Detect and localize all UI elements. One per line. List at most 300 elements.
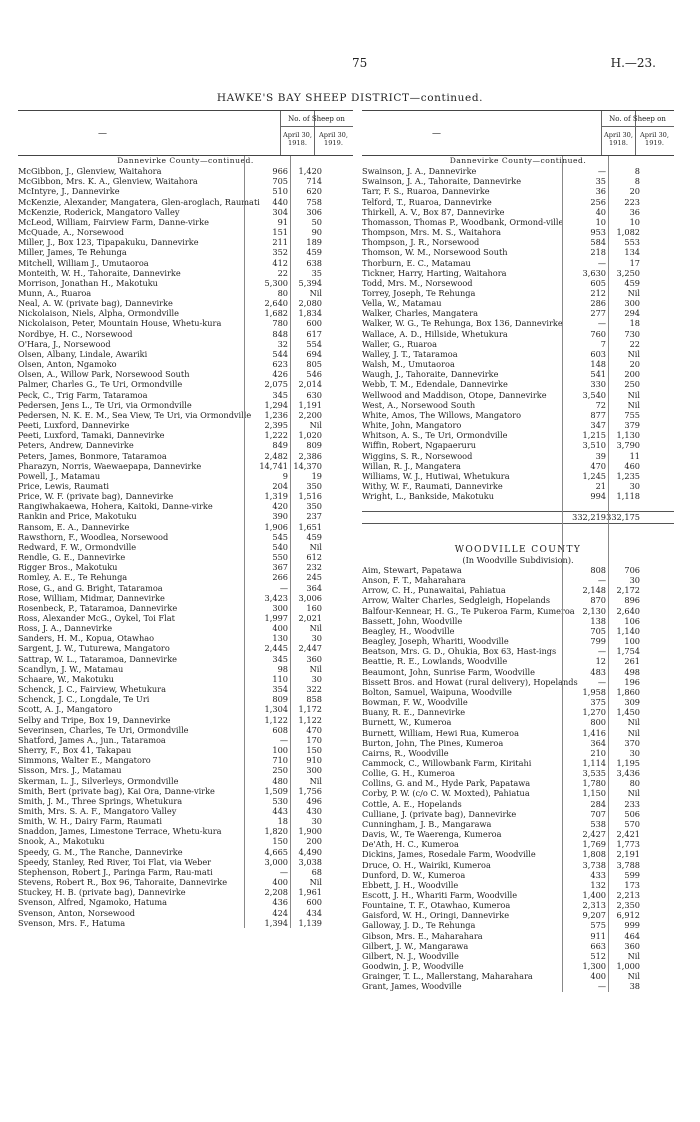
- owner-row: [18, 654, 353, 664]
- owner-row: [362, 318, 674, 328]
- sheep-1919: 460: [624, 460, 640, 471]
- sheep-1919: 3,250: [616, 267, 640, 278]
- owner-row: [18, 583, 353, 593]
- sheep-1919: 1,140: [616, 625, 640, 636]
- owner-name: White, John, Mangatoro: [362, 420, 462, 431]
- sheep-1919: 459: [624, 277, 640, 288]
- sheep-1918: 3,423: [264, 592, 288, 603]
- owner-row: [18, 603, 353, 613]
- owner-row: [18, 674, 353, 684]
- sheep-1918: 2,130: [582, 605, 606, 616]
- sheep-1919: 498: [624, 666, 640, 677]
- owner-row: [362, 961, 674, 971]
- sheep-1919: Nil: [309, 623, 322, 634]
- sheep-1918: 510: [272, 186, 288, 197]
- owner-row: [18, 186, 353, 196]
- owner-name: Schenck, J. C., Longdale, Te Uri: [18, 694, 150, 705]
- owner-name: Wiffin, Robert, Ngapaeruru: [362, 440, 477, 451]
- owner-row: [362, 166, 674, 176]
- owner-name: Swainson, J. A., Dannevirke: [362, 166, 477, 177]
- sheep-1918: 545: [272, 531, 288, 542]
- sheep-1919: 30: [629, 480, 640, 491]
- owner-name: Bowman, F. W., Woodville: [362, 697, 468, 708]
- owner-name: Olsen, A., Willow Park, Norsewood South: [18, 369, 190, 380]
- sheep-1918: 212: [590, 288, 606, 299]
- owner-name: Schenck, J. C., Fairview, Whetukura: [18, 684, 166, 695]
- owner-name: Thirkell, A. V., Box 87, Dannevirke: [362, 206, 505, 217]
- owner-name: Anson, F. T., Maharahara: [362, 575, 466, 586]
- owner-row: [18, 390, 353, 400]
- sheep-1919: 706: [624, 565, 640, 575]
- owner-row: [18, 725, 353, 735]
- owner-row: [362, 197, 674, 207]
- owner-name: Snook, A., Makotuku: [18, 836, 105, 847]
- owner-row: [18, 918, 353, 928]
- owner-name: Nickolaison, Niels, Alpha, Ormondville: [18, 308, 179, 319]
- owner-row: [18, 786, 353, 796]
- owner-name: Miller, James, Te Rehunga: [18, 247, 127, 258]
- owner-name: McLeod, William, Fairview Farm, Danne-virke: [18, 216, 209, 227]
- sheep-1919: 90: [311, 227, 322, 238]
- owner-row: [18, 562, 353, 572]
- sheep-1918: 953: [590, 227, 606, 238]
- owner-row: [362, 809, 674, 819]
- owner-row: [18, 369, 353, 379]
- sheep-1918: 1,820: [264, 826, 288, 837]
- owner-name: Corby, P. W. (c/o C. W. Moxted), Pahiatua: [362, 788, 530, 799]
- owner-name: Galloway, J. D., Te Rehunga: [362, 920, 476, 931]
- owner-name: Peeti, Luxford, Dannevirke: [18, 420, 130, 431]
- owner-name: Druce, O. H., Wairiki, Kumeroa: [362, 859, 491, 870]
- owner-row: [18, 440, 353, 450]
- sheep-1918: 707: [590, 808, 606, 819]
- owner-name: Cammock, C., Willowbank Farm, Kiritahi: [362, 757, 532, 768]
- owner-row: [362, 339, 674, 349]
- sheep-1918: 710: [272, 755, 288, 766]
- sheep-1918: 400: [590, 971, 606, 982]
- sheep-1919: 237: [306, 511, 322, 522]
- sheep-1919: 2,200: [298, 409, 322, 420]
- sheep-1918: 544: [272, 348, 288, 359]
- sheep-1919: 1,139: [298, 917, 322, 928]
- owner-row: [362, 860, 674, 870]
- owner-name: Dickins, James, Rosedale Farm, Woodville: [362, 849, 536, 860]
- owner-name: Pharazyn, Norris, Waewaepapa, Dannevirke: [18, 460, 202, 471]
- owner-name: Telford, T., Ruaroa, Dannevirke: [362, 196, 492, 207]
- owner-row: [362, 237, 674, 247]
- sheep-1918: 36: [595, 186, 606, 197]
- year-1919-header: April 30, 1919.: [319, 131, 348, 147]
- sheep-1919: 1,860: [616, 686, 640, 697]
- sheep-1919: 232: [306, 562, 322, 573]
- owner-row: [362, 268, 674, 278]
- owner-name: Sanders, H. M., Kopua, Otawhao: [18, 633, 155, 644]
- sheep-1919: 22: [629, 338, 640, 349]
- sheep-1918: 2,208: [264, 887, 288, 898]
- sheep-1918: 808: [590, 565, 606, 575]
- owner-name: Burnett, W., Kumeroa: [362, 717, 452, 728]
- sheep-1918: 132: [590, 879, 606, 890]
- owner-row: [18, 318, 353, 328]
- owner-row: [18, 217, 353, 227]
- owner-name: Escott, J. H., Whariti Farm, Woodville: [362, 890, 518, 900]
- sheep-1919: 173: [624, 879, 640, 890]
- owner-row: [18, 400, 353, 410]
- owner-name: Tickner, Harry, Harting, Waitahora: [362, 267, 507, 278]
- owner-row: [18, 339, 353, 349]
- sheep-1919: 617: [306, 328, 322, 339]
- owner-name: Bolton, Samuel, Waipuna, Woodville: [362, 686, 512, 697]
- owner-name: Walley, J. T., Tataramoa: [362, 348, 458, 359]
- sheep-1918: 3,630: [582, 267, 606, 278]
- sheep-1918: 538: [590, 818, 606, 829]
- sheep-1918: 584: [590, 237, 606, 248]
- owner-name: McGibbon, J., Glenview, Waitahora: [18, 166, 162, 177]
- owner-row: [362, 329, 674, 339]
- sheep-1918: 80: [277, 288, 288, 299]
- sheep-1919: 5,394: [298, 277, 322, 288]
- sheep-1919: 2,021: [298, 613, 322, 624]
- sheep-1918: 138: [590, 615, 606, 626]
- sheep-1919: 4,490: [298, 846, 322, 857]
- owner-row: [18, 379, 353, 389]
- sheep-1919: 18: [629, 318, 640, 329]
- sheep-1918: 256: [590, 196, 606, 207]
- owner-name: Smith, Mrs. S. A. F., Mangatoro Valley: [18, 805, 177, 816]
- sheep-1919: 999: [624, 920, 640, 931]
- page-header: [0, 56, 700, 72]
- owner-row: [362, 258, 674, 268]
- owner-name: Selby and Tripe, Box 19, Dannevirke: [18, 714, 171, 725]
- sheep-1918: 10: [595, 216, 606, 227]
- sheep-1918: 800: [590, 717, 606, 728]
- sheep-1919: Nil: [627, 717, 640, 728]
- owner-name: Rose, G., and G. Bright, Tataramoa: [18, 582, 163, 593]
- county-heading: Dannevirke County—continued.: [117, 156, 254, 165]
- sheep-1918: 110: [272, 673, 288, 684]
- owner-name: Cottle, A. E., Hopelands: [362, 798, 462, 809]
- sheep-1918: —: [597, 257, 606, 268]
- owner-name: Wellwood and Maddison, Otope, Dannevirke: [362, 389, 547, 400]
- right-rows: [362, 156, 674, 992]
- sheep-1918: 966: [272, 166, 288, 177]
- sheep-1919: 350: [306, 480, 322, 491]
- sheep-1919: 8: [634, 176, 640, 187]
- owner-name: West, A., Norsewood South: [362, 399, 476, 410]
- sheep-1918: 623: [272, 359, 288, 370]
- sheep-1918: 1,997: [264, 613, 288, 624]
- sheep-1918: 1,394: [264, 917, 288, 928]
- owner-row: [362, 606, 674, 616]
- owner-row: [362, 799, 674, 809]
- owner-row: [362, 870, 674, 880]
- owner-name: Stuckey, H. B. (private bag), Dannevirke: [18, 887, 186, 898]
- sheep-1918: 148: [590, 359, 606, 370]
- sheep-1919: 360: [624, 940, 640, 951]
- owner-name: Withy, W. F., Raumati, Dannevirke: [362, 480, 503, 491]
- owner-row: [18, 643, 353, 653]
- sheep-1918: 480: [272, 775, 288, 786]
- owner-name: Wright, L., Bankside, Makotuku: [362, 491, 495, 502]
- page-title: HAWKE'S BAY SHEEP DISTRICT—continued.: [216, 92, 484, 104]
- owner-row: [362, 728, 674, 738]
- owner-row: [18, 816, 353, 826]
- subdivision-label: (In Woodville Subdivision).: [462, 554, 574, 565]
- sheep-1919: 11: [629, 450, 640, 461]
- owner-row: [362, 626, 674, 636]
- sheep-1918: 2,313: [582, 900, 606, 911]
- owner-row: [362, 687, 674, 697]
- owner-row: [18, 451, 353, 461]
- sheep-1919: 300: [306, 765, 322, 776]
- sheep-1918: 663: [590, 940, 606, 951]
- sheep-1918: 286: [590, 298, 606, 309]
- name-column-header: —: [432, 129, 441, 139]
- sheep-1919: 730: [624, 328, 640, 339]
- owner-name: Rigger Bros., Makotuku: [18, 562, 118, 573]
- owner-name: Severinsen, Charles, Te Uri, Ormondville: [18, 724, 189, 735]
- sheep-1919: 14,370: [293, 460, 322, 471]
- owner-name: Whitson, A. S., Te Uri, Ormondville: [362, 430, 508, 441]
- sheep-1919: 294: [624, 308, 640, 319]
- sheep-1918: 809: [272, 694, 288, 705]
- year-1918-header: April 30, 1918.: [283, 131, 312, 147]
- sheep-1919: 160: [306, 602, 322, 613]
- sheep-1918: 9: [282, 470, 288, 481]
- sheep-1918: 352: [272, 247, 288, 258]
- owner-name: McQuade, A., Norsewood: [18, 227, 125, 238]
- owner-row: [18, 278, 353, 288]
- owner-name: Walsh, M., Umutaoroa: [362, 359, 455, 370]
- sheep-1918: 39: [595, 450, 606, 461]
- owner-name: Gilbert, J. W., Mangarawa: [362, 940, 469, 951]
- sheep-1918: 151: [272, 227, 288, 238]
- sheep-1919: Nil: [627, 389, 640, 400]
- owner-row: [18, 532, 353, 542]
- owner-name: Miller, J., Box 123, Tipapakuku, Dannevirke: [18, 237, 199, 248]
- owner-name: Wiggins, S. R., Norsewood: [362, 450, 473, 461]
- sheep-1919: 1,195: [616, 757, 640, 768]
- sheep-1919: 170: [306, 734, 322, 745]
- sheep-1918: 354: [272, 684, 288, 695]
- sheep-1919: 2,172: [616, 585, 640, 596]
- sheep-1918: 436: [272, 897, 288, 908]
- sheep-1919: 370: [624, 737, 640, 748]
- owner-row: [18, 511, 353, 521]
- sheep-1919: Nil: [309, 877, 322, 888]
- sheep-1918: 1,682: [264, 308, 288, 319]
- owner-name: Ransom, E. A., Dannevirke: [18, 521, 130, 532]
- owner-row: [362, 451, 674, 461]
- column-rule: [290, 156, 291, 928]
- owner-name: Thorburn, E. C., Matamau: [362, 257, 471, 268]
- owner-row: [18, 491, 353, 501]
- sheep-1919: Nil: [627, 288, 640, 299]
- sheep-1918: —: [597, 981, 606, 992]
- owner-name: Shatford, James A., jun., Tataramoa: [18, 734, 166, 745]
- sheep-1919: 809: [306, 440, 322, 451]
- owner-row: [362, 420, 674, 430]
- owner-row: [18, 735, 353, 745]
- sheep-1918: 22: [277, 267, 288, 278]
- owner-name: Aim, Stewart, Papatawa: [362, 565, 462, 575]
- sheep-1918: 1,236: [264, 409, 288, 420]
- owner-row: [18, 908, 353, 918]
- owner-row: [18, 877, 353, 887]
- owner-name: Walker, W. G., Te Rehunga, Box 136, Dannevirke: [362, 318, 563, 329]
- owner-row: [362, 481, 674, 491]
- owner-name: Beatson, Mrs. G. D., Ohukia, Box 63, Hast-ings: [362, 646, 557, 657]
- owner-name: Gilbert, N. J., Woodville: [362, 950, 459, 961]
- owner-name: Collins, G. and M., Hyde Park, Papatawa: [362, 778, 531, 789]
- owner-name: Redward, F. W., Ormondville: [18, 541, 137, 552]
- sheep-1919: 3,006: [298, 592, 322, 603]
- sheep-1919: 200: [624, 369, 640, 380]
- owner-name: Peeti, Luxford, Tamaki, Dannevirke: [18, 430, 165, 441]
- sheep-1918: 799: [590, 636, 606, 647]
- owner-row: [18, 887, 353, 897]
- owner-row: [362, 186, 674, 196]
- owner-name: Tarr, F. S., Ruaroa, Dannevirke: [362, 186, 490, 197]
- owner-row: [18, 430, 353, 440]
- owner-row: [18, 166, 353, 176]
- sheep-1919: 2,421: [616, 829, 640, 840]
- sheep-1919: 306: [306, 206, 322, 217]
- left-column-header: [18, 110, 353, 156]
- owner-row: [18, 247, 353, 257]
- owner-name: Stephenson, Robert J., Paringa Farm, Rau-mati: [18, 866, 213, 877]
- sheep-1919: 1,000: [616, 961, 640, 972]
- owner-row: [362, 971, 674, 981]
- sheep-1918: 512: [590, 950, 606, 961]
- year-1918-header: April 30, 1918.: [604, 131, 633, 147]
- right-column-header: [362, 110, 674, 156]
- owner-row: [18, 664, 353, 674]
- sheep-1919: 250: [624, 379, 640, 390]
- owner-row: [362, 440, 674, 450]
- sheep-1918: 3,540: [582, 389, 606, 400]
- left-rows: [18, 156, 353, 928]
- owner-row: [18, 694, 353, 704]
- owner-name: Sisson, Mrs. J., Matamau: [18, 765, 122, 776]
- owner-name: Olsen, Anton, Ngamoko: [18, 359, 117, 370]
- owner-name: Morrison, Jonathan H., Makotuku: [18, 277, 158, 288]
- owner-row: [362, 288, 674, 298]
- sheep-1919: 694: [306, 348, 322, 359]
- sheep-1919: 714: [306, 176, 322, 187]
- sheep-1919: 332,175: [606, 512, 640, 523]
- owner-name: Peck, C., Trig Farm, Tataramoa: [18, 389, 148, 400]
- sheep-1919: 470: [306, 724, 322, 735]
- owner-row: [362, 278, 674, 288]
- owner-name: Peters, James, Bonmore, Tataramoa: [18, 450, 167, 461]
- sheep-1918: —: [597, 575, 606, 586]
- sheep-1918: 1,509: [264, 785, 288, 796]
- owner-row: [362, 247, 674, 257]
- owner-row: [18, 481, 353, 491]
- owner-name: De'Ath, H. C., Kumeroa: [362, 839, 459, 850]
- sheep-1918: —: [597, 676, 606, 687]
- owner-name: Speedy, G. M., The Ranche, Dannevirke: [18, 846, 183, 857]
- sheep-1918: 2,075: [264, 379, 288, 390]
- sheep-1919: 1,756: [298, 785, 322, 796]
- owner-row: [362, 379, 674, 389]
- owner-name: Scandlyn, J. W., Matamau: [18, 663, 124, 674]
- owner-row: [18, 633, 353, 643]
- owner-name: O'Hara, J., Norsewood: [18, 338, 111, 349]
- sheep-1919: 379: [624, 420, 640, 431]
- sheep-1918: 483: [590, 666, 606, 677]
- sheep-1918: 32: [277, 338, 288, 349]
- sheep-1919: 459: [306, 247, 322, 258]
- sheep-1918: 1,215: [582, 430, 606, 441]
- sheep-1919: 600: [306, 318, 322, 329]
- sheep-1918: —: [279, 866, 288, 877]
- sheep-1919: 1,122: [298, 714, 322, 725]
- sheep-1919: 858: [306, 694, 322, 705]
- sheep-1919: 100: [624, 636, 640, 647]
- sheep-1918: 705: [272, 176, 288, 187]
- sheep-1919: Nil: [627, 788, 640, 799]
- owner-row: [18, 552, 353, 562]
- sheep-1918: 705: [590, 625, 606, 636]
- owner-row: [362, 758, 674, 768]
- owner-name: Monteith, W. H., Tahoraite, Dannevirke: [18, 267, 181, 278]
- owner-name: Fountaine, T. F., Otawhao, Kumeroa: [362, 900, 511, 911]
- owner-row: [362, 491, 674, 501]
- owner-name: Smith, J. M., Three Springs, Whetukura: [18, 795, 183, 806]
- sheep-1919: 350: [306, 501, 322, 512]
- sheep-1918: 12: [595, 656, 606, 667]
- sheep-1918: 400: [272, 623, 288, 634]
- owner-name: Thomasson, Thomas P., Woodbank, Ormond-ville: [362, 216, 564, 227]
- owner-row: [362, 738, 674, 748]
- sheep-1919: 36: [629, 206, 640, 217]
- sheep-1919: 2,447: [298, 643, 322, 654]
- owner-row: [362, 768, 674, 778]
- sheep-1919: 1,191: [298, 399, 322, 410]
- sheep-1919: 30: [629, 575, 640, 586]
- owner-row: [18, 765, 353, 775]
- owner-name: Waugh, J., Tahoraite, Dannevirke: [362, 369, 499, 380]
- sheep-1918: 150: [272, 836, 288, 847]
- sheep-1918: 1,769: [582, 839, 606, 850]
- sheep-1919: Nil: [309, 775, 322, 786]
- sheep-1919: 300: [624, 298, 640, 309]
- sheep-1919: 3,788: [616, 859, 640, 870]
- owner-name: Peters, Andrew, Dannevirke: [18, 440, 134, 451]
- sheep-1918: 7: [600, 338, 606, 349]
- sheep-1919: 896: [624, 595, 640, 606]
- owner-name: Gaisford, W. H., Oringi, Dannevirke: [362, 910, 510, 921]
- sheep-1918: 608: [272, 724, 288, 735]
- sheep-1919: 35: [311, 267, 322, 278]
- owner-row: [362, 390, 674, 400]
- sheep-1919: 10: [629, 216, 640, 227]
- owner-name: Swainson, J. A., Tahoraite, Dannevirke: [362, 176, 522, 187]
- sheep-1918: 304: [272, 206, 288, 217]
- owner-name: Todd, Mrs. M., Norsewood: [362, 277, 473, 288]
- owner-name: Vella, W., Matamau: [362, 298, 442, 309]
- owner-row: [18, 420, 353, 430]
- sheep-1918: 250: [272, 765, 288, 776]
- sheep-1919: Nil: [627, 348, 640, 359]
- sheep-1918: —: [597, 646, 606, 657]
- owner-name: Beaumont, John, Sunrise Farm, Woodville: [362, 666, 535, 677]
- owner-row: [18, 836, 353, 846]
- sheep-1918: 218: [590, 247, 606, 258]
- owner-name: Walker, Charles, Mangatera: [362, 308, 479, 319]
